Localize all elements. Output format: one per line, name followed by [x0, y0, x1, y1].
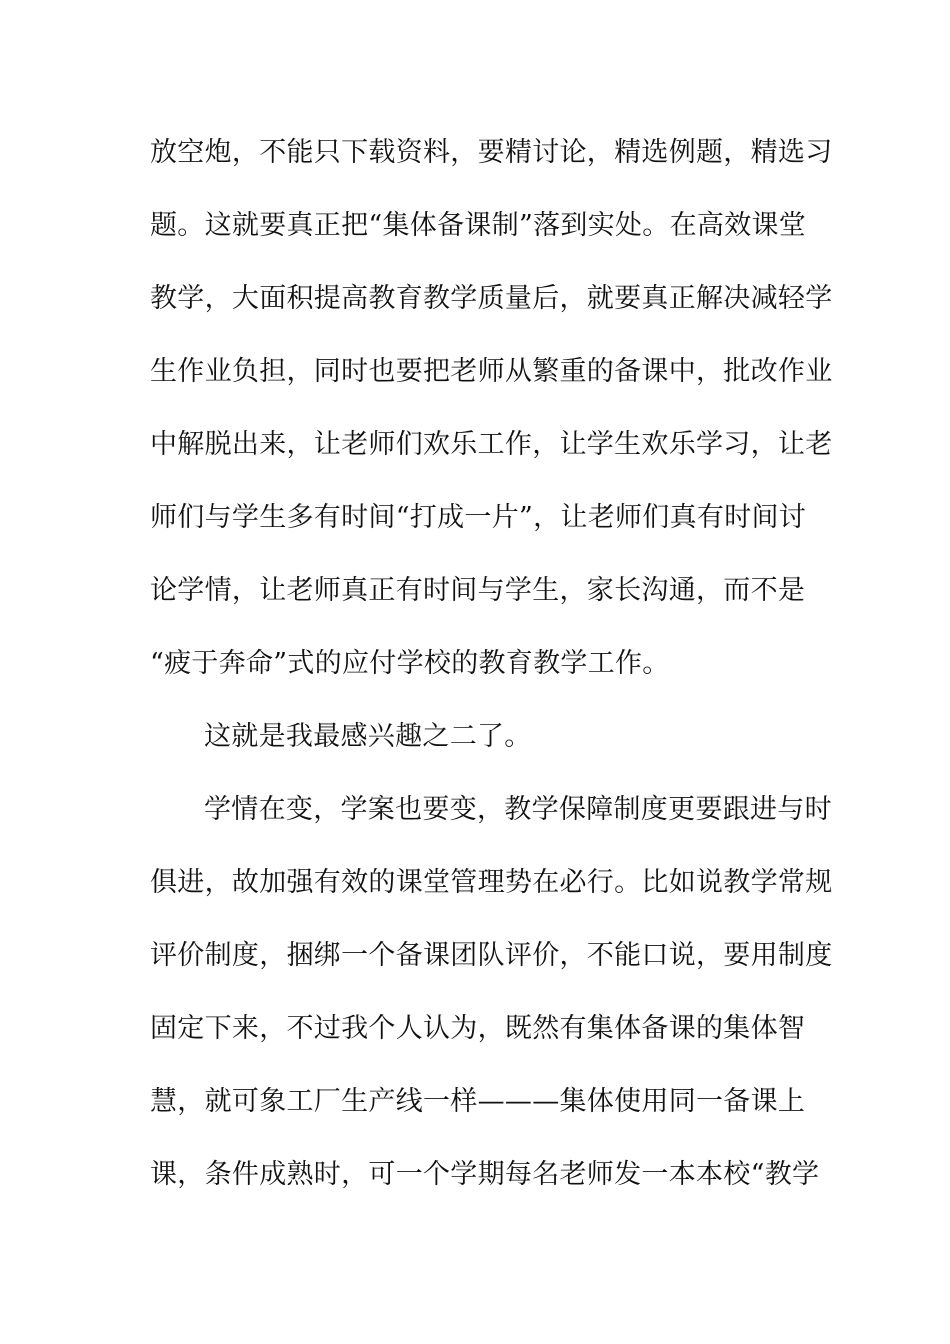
- text-line: 课，条件成熟时，可一个学期每名老师发一本本校“教学: [150, 1159, 820, 1190]
- text-line: 师们与学生多有时间“打成一片”，让老师们真有时间讨: [150, 502, 807, 533]
- text-line: 中解脱出来，让老师们欢乐工作，让学生欢乐学习，让老: [150, 429, 833, 460]
- paragraph-start-line: 学情在变，学案也要变，教学保障制度更要跟进与时: [204, 794, 832, 825]
- paragraph-start-line: 这就是我最感兴趣之二了。: [204, 721, 532, 752]
- text-line: “疲于奔命”式的应付学校的教育教学工作。: [150, 648, 670, 679]
- text-line: 教学，大面积提高教育教学质量后，就要真正解决减轻学: [150, 283, 833, 314]
- text-line: 放空炮，不能只下载资料，要精讨论，精选例题，精选习: [150, 137, 833, 168]
- text-line: 论学情，让老师真正有时间与学生，家长沟通，而不是: [150, 575, 806, 606]
- text-line: 慧，就可象工厂生产线一样———集体使用同一备课上: [150, 1086, 806, 1117]
- text-line: 生作业负担，同时也要把老师从繁重的备课中，批改作业: [150, 356, 833, 387]
- text-line: 题。这就要真正把“集体备课制”落到实处。在高效课堂: [150, 210, 807, 241]
- text-line: 评价制度，捆绑一个备课团队评价，不能口说，要用制度: [150, 940, 833, 971]
- text-line: 固定下来，不过我个人认为，既然有集体备课的集体智: [150, 1013, 806, 1044]
- text-line: 俱进，故加强有效的课堂管理势在必行。比如说教学常规: [150, 867, 833, 898]
- body-text: [150, 129, 833, 1224]
